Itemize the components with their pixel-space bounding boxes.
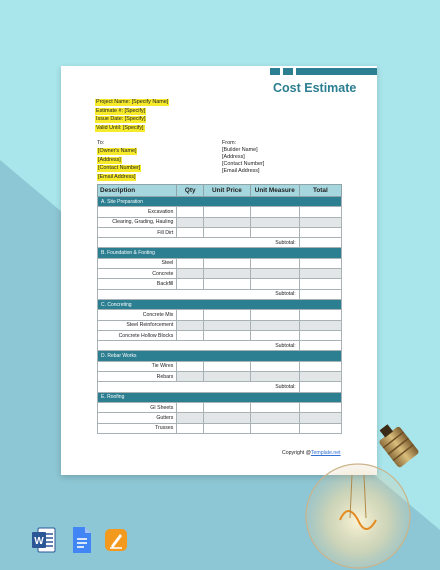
unit-price-cell[interactable] [204,217,251,227]
unit-measure-cell[interactable] [250,279,299,289]
subtotal-cell[interactable] [299,382,341,392]
builder-name-field[interactable]: [Builder Name] [222,147,258,153]
section-title: B. Foundation & Footing [98,248,342,258]
total-cell[interactable] [299,402,341,412]
from-address-field[interactable]: [Address] [222,154,245,160]
to-address-field[interactable]: [Address] [98,156,121,163]
from-contact-field[interactable]: [Contact Number] [222,161,265,167]
svg-text:W: W [34,536,44,547]
table-row [98,310,342,320]
unit-price-cell[interactable] [204,227,251,237]
item-description: Concrete [98,269,177,279]
unit-measure-cell[interactable] [250,258,299,268]
project-name-field[interactable]: Project Name: [Specify Name] [96,99,169,105]
table-row [98,320,342,330]
item-description: Steel Reinforcement [98,320,177,330]
table-row [98,227,342,237]
unit-price-cell[interactable] [204,279,251,289]
item-description: Rebars [98,372,177,382]
table-row [98,330,342,340]
table-row [98,372,342,382]
unit-measure-cell[interactable] [250,372,299,382]
section-row [98,392,342,402]
subtotal-label: Subtotal: [98,289,300,299]
total-cell[interactable] [299,361,341,371]
unit-price-cell[interactable] [204,258,251,268]
header-bar-segment-3 [296,68,377,75]
subtotal-label: Subtotal: [98,341,300,351]
to-email-field[interactable]: [Email Address] [98,173,136,180]
unit-price-cell[interactable] [204,402,251,412]
item-description: Trusses [98,423,177,433]
subtotal-cell[interactable] [299,341,341,351]
section-title: C. Concreting [98,299,342,309]
section-title: D. Rebar Works [98,351,342,361]
qty-cell[interactable] [177,269,204,279]
section-title: E. Roofing [98,392,342,402]
table-header-row [98,185,342,197]
section-row [98,248,342,258]
unit-price-cell[interactable] [204,361,251,371]
subtotal-cell[interactable] [299,238,341,248]
item-description: Fill Dirt [98,227,177,237]
to-block [97,140,141,182]
total-cell[interactable] [299,320,341,330]
unit-measure-cell[interactable] [250,310,299,320]
table-row [98,207,342,217]
section-row [98,299,342,309]
word-app-icon[interactable] [32,526,56,554]
total-cell[interactable] [299,217,341,227]
unit-price-cell[interactable] [204,413,251,423]
qty-cell[interactable] [177,310,204,320]
pages-app-icon[interactable] [104,526,128,554]
bulb-glass [306,464,410,568]
estimate-meta [95,99,169,133]
document-page [61,66,377,475]
unit-measure-cell[interactable] [250,269,299,279]
table-row [98,402,342,412]
total-cell[interactable] [299,258,341,268]
unit-measure-cell[interactable] [250,217,299,227]
section-row [98,351,342,361]
unit-price-cell[interactable] [204,330,251,340]
issue-date-field[interactable]: Issue Date: [Specify] [96,116,146,122]
subtotal-label: Subtotal: [98,382,300,392]
subtotal-row [98,382,342,392]
section-title: A. Site Preparation [98,197,342,207]
qty-cell[interactable] [177,258,204,268]
header-bar-segment-1 [270,68,280,75]
qty-cell[interactable] [177,330,204,340]
owner-name-field[interactable]: [Owner's Name] [98,148,137,154]
unit-measure-cell[interactable] [250,361,299,371]
qty-cell[interactable] [177,279,204,289]
item-description: Excavation [98,207,177,217]
header-bar-segment-2 [283,68,293,75]
unit-measure-cell[interactable] [250,402,299,412]
qty-cell[interactable] [177,361,204,371]
total-cell[interactable] [299,207,341,217]
qty-cell[interactable] [177,320,204,330]
qty-cell[interactable] [177,402,204,412]
template-link[interactable]: Template.net [310,450,341,456]
from-label: From: [222,140,237,146]
subtotal-row [98,289,342,299]
unit-measure-cell[interactable] [250,330,299,340]
unit-measure-cell[interactable] [250,207,299,217]
item-description: Tie Wires [98,361,177,371]
table-row [98,361,342,371]
bulb-socket [373,420,419,468]
copyright-text: Copyright @ [282,450,311,456]
qty-cell[interactable] [177,372,204,382]
total-cell[interactable] [299,330,341,340]
estimate-table [97,184,342,434]
qty-cell[interactable] [177,217,204,227]
qty-cell[interactable] [177,413,204,423]
section-row [98,197,342,207]
document-title: Cost Estimate [273,81,357,95]
item-description: Backfill [98,279,177,289]
unit-measure-cell[interactable] [250,320,299,330]
unit-price-cell[interactable] [204,310,251,320]
unit-price-cell[interactable] [204,372,251,382]
item-description: Concrete Mix [98,310,177,320]
subtotal-row [98,238,342,248]
to-label: To: [97,140,105,146]
header-unit-measure: Unit Measure [250,185,299,197]
qty-cell[interactable] [177,227,204,237]
light-bulb-illustration [290,420,440,570]
estimate-number-field[interactable]: Estimate #: [Specify] [96,107,146,114]
total-cell[interactable] [299,227,341,237]
item-description: Steel [98,258,177,268]
header-description: Description [98,185,177,197]
header-total: Total [299,185,341,197]
total-cell[interactable] [299,310,341,320]
unit-price-cell[interactable] [204,423,251,433]
item-description: GI Sheets [98,402,177,412]
unit-price-cell[interactable] [204,207,251,217]
from-block [222,140,264,175]
total-cell[interactable] [299,269,341,279]
subtotal-row [98,341,342,351]
from-email-field[interactable]: [Email Address] [222,168,260,174]
table-row [98,258,342,268]
subtotal-cell[interactable] [299,289,341,299]
table-row [98,269,342,279]
to-contact-field[interactable]: [Contact Number] [98,165,141,171]
item-description: Clearing, Grading, Hauling [98,217,177,227]
header-unit-price: Unit Price [204,185,251,197]
unit-price-cell[interactable] [204,320,251,330]
valid-until-field[interactable]: Valid Until: [Specify] [96,124,144,131]
google-docs-icon[interactable] [72,526,92,554]
item-description: Concrete Hollow Blocks [98,330,177,340]
total-cell[interactable] [299,279,341,289]
table-row [98,279,342,289]
subtotal-label: Subtotal: [98,238,300,248]
qty-cell[interactable] [177,423,204,433]
table-row [98,217,342,227]
unit-price-cell[interactable] [204,269,251,279]
qty-cell[interactable] [177,207,204,217]
total-cell[interactable] [299,372,341,382]
header-qty: Qty [177,185,204,197]
item-description: Gutters [98,413,177,423]
unit-measure-cell[interactable] [250,227,299,237]
